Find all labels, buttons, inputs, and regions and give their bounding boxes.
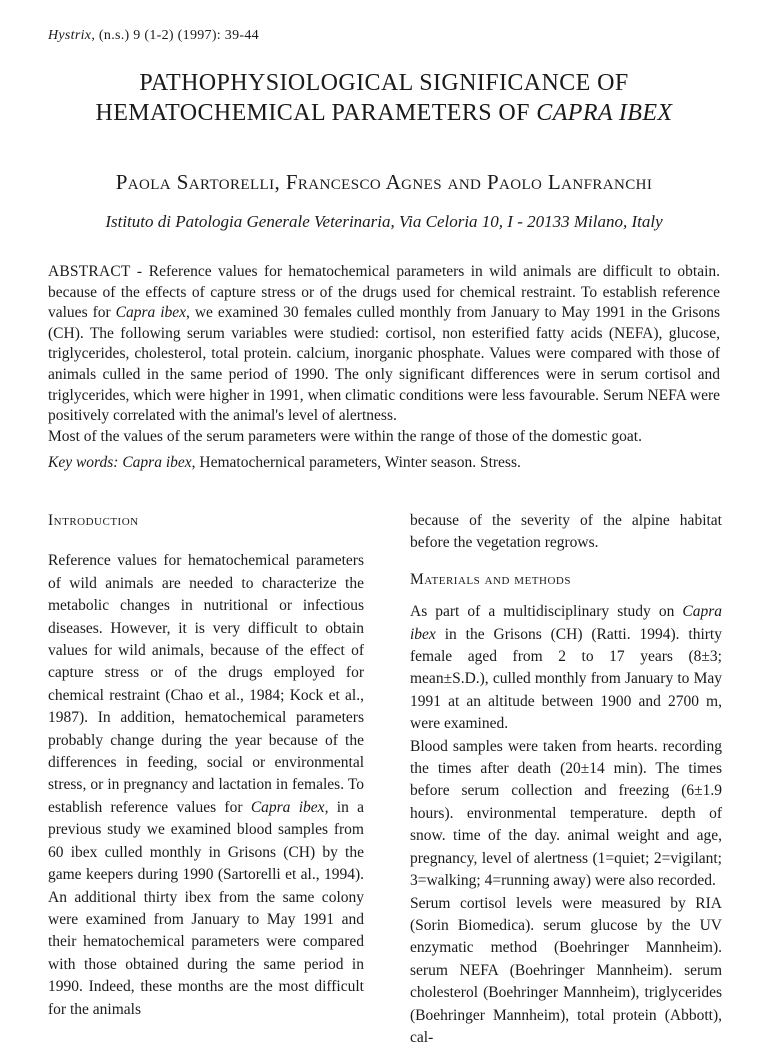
introduction-species: Capra ibex, — [251, 799, 329, 816]
methods-heading: Materials and methods — [410, 569, 722, 591]
title-line-1: PATHOPHYSIOLOGICAL SIGNIFICANCE OF — [40, 68, 728, 98]
introduction-text-1: Reference values for hematochemical parameters of wild animals are needed to characterize the metabolic changes in nutritional or infectious diseases. However, it is very difficult to obtain values for wild animals, because of the effect of capture stress or of the drugs employed for chemical restraint (Chao et al., 1984; Kock et al., 1987). In addition, hematochemical parameters probably change during the year because of the differences in feeding, social or environmental stress, or in pregnancy and lactation in females. To establish reference values for — [48, 552, 364, 815]
methods-paragraph-2: Blood samples were taken from hearts. recording the times after death (20±14 min). The times before serum collection and freezing (6±1.9 hours). environmental temperature. depth of snow. time of the day. animal weight and age, pregnancy, level of alertness (1=quiet; 2=vigilant; 3=walking; 4=running away) were also recorded. — [410, 736, 722, 893]
left-column — [48, 510, 364, 1021]
abstract-paragraph — [48, 262, 720, 427]
abstract — [48, 262, 720, 474]
methods-text-1b: in the Grisons (CH) (Ratti. 1994). thirty female aged from 2 to 17 years (8±3; mean±S.D.), culled monthly from January to May 1991 at an altitude between 1900 and 2700 m, were examined. — [410, 626, 722, 733]
right-column — [410, 510, 722, 1049]
abstract-text-1: Reference values for hematochemical parameters in wild animals are difficult to obtain. because of the effects of capture stress or of the drugs used for chemical restraint. To establish reference values for — [48, 263, 720, 321]
abstract-label: ABSTRACT - — [48, 263, 149, 280]
keywords-label: Key words: — [48, 454, 122, 471]
introduction-heading: Introduction — [48, 510, 364, 532]
keywords-rest: , Hematochernical parameters, Winter season. Stress. — [192, 454, 521, 471]
introduction-text-2: in a previous study we examined blood samples from 60 ibex culled monthly in Grisons (CH) by the game keepers during 1990 (Sartorelli et al., 1994). An additional thirty ibex from the same colony were examined from January to May 1991 and their hematochemical parameters were compared with those obtained during the same period in 1990. Indeed, these months are the most difficult for the animals — [48, 799, 364, 1018]
methods-species: Capra ibex — [410, 603, 722, 642]
affiliation: Istituto di Patologia Generale Veterinaria, Via Celoria 10, I - 20133 Milano, Italy — [40, 212, 728, 232]
title-line-2-text: HEMATOCHEMICAL PARAMETERS OF — [96, 100, 537, 126]
journal-name: Hystrix — [48, 28, 91, 43]
journal-volume: , (n.s.) 9 (1-2) (1997): 39-44 — [91, 28, 259, 43]
article-title — [40, 68, 728, 128]
abstract-paragraph-2: Most of the values of the serum parameters were within the range of those of the domestic goat. — [48, 427, 720, 448]
methods-paragraph-3: Serum cortisol levels were measured by RIA (Sorin Biomedica). serum glucose by the UV enzymatic method (Boehringer Mannheim). serum NEFA (Boehringer Mannheim). serum cholesterol (Boehringer Mannheim), triglycerides (Boehringer Mannheim), total protein (Abbott), cal- — [410, 893, 722, 1049]
introduction-continuation: because of the severity of the alpine habitat before the vegetation regrows. — [410, 510, 722, 555]
methods-paragraph-1 — [410, 601, 722, 735]
title-line-2 — [40, 98, 728, 128]
methods-text-1a: As part of a multidisciplinary study on — [410, 603, 682, 620]
introduction-paragraph — [48, 550, 364, 1021]
keywords — [48, 453, 720, 474]
title-species: CAPRA IBEX — [536, 100, 672, 126]
keywords-species: Capra ibex — [122, 454, 191, 471]
authors: Paola Sartorelli, Francesco Agnes and Paolo Lanfranchi — [40, 170, 728, 195]
running-head — [48, 28, 259, 44]
abstract-text-2: , we examined 30 females culled monthly from January to May 1991 in the Grisons (CH). The following serum variables were studied: cortisol, non esterified fatty acids (NEFA), glucose, triglycerides, cholesterol, total protein. calcium, inorganic phosphate. Values were compared with those of animals culled in the same period of 1990. The only significant differences were in serum cortisol and triglycerides, which were higher in 1991, when climatic conditions were less favourable. Serum NEFA were positively correlated with the animal's level of alertness. — [48, 304, 720, 424]
abstract-species: Capra ibex — [116, 304, 186, 321]
